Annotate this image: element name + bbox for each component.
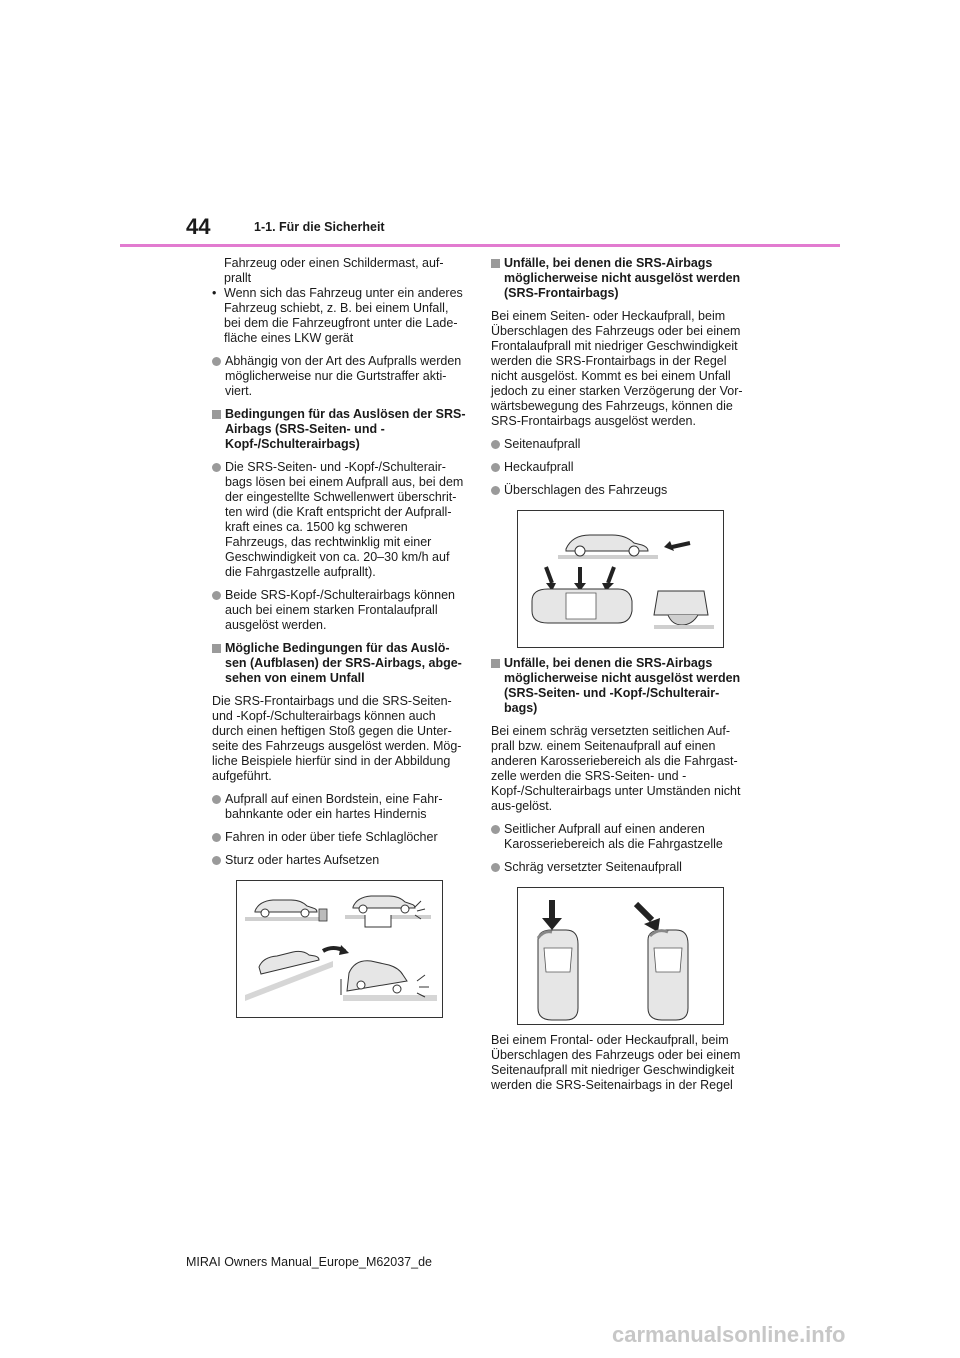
bullet-item: Sturz oder hartes Aufsetzen <box>212 853 467 868</box>
bullet-icon <box>212 357 221 366</box>
page-number: 44 <box>186 214 211 239</box>
square-icon <box>212 644 221 653</box>
front-airbag-nondeploy-illustration <box>517 510 724 648</box>
bullet-item: Aufprall auf einen Bordstein, eine Fahr-bahnkante oder ein hartes Hindernis <box>212 792 467 822</box>
bullet-icon <box>212 795 221 804</box>
bullet-icon <box>491 863 500 872</box>
footer-text: MIRAI Owners Manual_Europe_M62037_de <box>186 1255 432 1269</box>
bullet-item: Seitlicher Aufprall auf einen anderen Karosseriebereich als die Fahrgastzelle <box>491 822 746 852</box>
bullet-icon <box>212 591 221 600</box>
square-icon <box>212 410 221 419</box>
bullet-item: Schräg versetzter Seitenaufprall <box>491 860 746 875</box>
bullet-item: Beide SRS-Kopf-/Schulterairbags können auch bei einem starken Frontalaufprall ausgelöst werden. <box>212 588 467 633</box>
section-heading: Unfälle, bei denen die SRS-Airbags möglicherweise nicht ausgelöst werden (SRS-Frontairbags) <box>491 256 746 301</box>
section-heading: Unfälle, bei denen die SRS-Airbags möglicherweise nicht ausgelöst werden (SRS-Seiten- und -Kopf-/Schulterair-bags) <box>491 656 746 716</box>
square-icon <box>491 259 500 268</box>
dash-item: • Wenn sich das Fahrzeug unter ein anderes Fahrzeug schiebt, z. B. bei einem Unfall, bei dem die Fahrzeugfront unter die Lade-fläche eines LKW gerät <box>212 286 463 345</box>
paragraph: Bei einem schräg versetzten seitlichen Auf-prall bzw. einem Seitenaufprall auf einen anderen Karosseriebereich als die Fahrgast-zelle werden die SRS-Seiten- und -Kopf-/Schulterairbags unter Umständen nicht aus-gelöst. <box>491 724 741 813</box>
bullet-icon <box>212 856 221 865</box>
bullet-item: Überschlagen des Fahrzeugs <box>491 483 746 498</box>
bullet-item: Fahren in oder über tiefe Schlaglöcher <box>212 830 467 845</box>
right-column <box>491 256 746 1101</box>
paragraph: Die SRS-Frontairbags und die SRS-Seiten- und -Kopf-/Schulterairbags können auch durch einen heftigen Stoß gegen die Unter-seite des Fahrzeugs ausgelöst werden. Mög-liche Beispiele hierfür sind in der Abbildung aufgeführt. <box>212 694 462 783</box>
section-heading: Bedingungen für das Auslösen der SRS-Airbags (SRS-Seiten- und -Kopf-/Schulterairbags) <box>212 407 467 452</box>
bullet-item: Die SRS-Seiten- und -Kopf-/Schulterair-bags lösen bei einem Aufprall aus, bei dem der eingestellte Schwellenwert überschrit-ten wird (die Kraft entspricht der Aufprall-kraft eines ca. 1500 kg schweren Fahrzeugs, das rechtwinklig mit einer Geschwindigkeit von ca. 20–30 km/h auf die Fahrgastzelle aufprallt). <box>212 460 467 580</box>
bullet-icon <box>491 825 500 834</box>
underbody-impact-illustration <box>236 880 443 1018</box>
header-rule <box>120 244 840 247</box>
bullet-icon <box>491 486 500 495</box>
watermark: carmanualsonline.info <box>612 1322 846 1347</box>
bullet-icon <box>212 463 221 472</box>
paragraph: Bei einem Frontal- oder Heckaufprall, beim Überschlagen des Fahrzeugs oder bei einem Seitenaufprall mit niedriger Geschwindigkeit werden die SRS-Seitenairbags in der Regel <box>491 1033 741 1092</box>
bullet-icon <box>491 440 500 449</box>
paragraph: Bei einem Seiten- oder Heckaufprall, beim Überschlagen des Fahrzeugs oder bei einem Frontalaufprall mit niedriger Geschwindigkeit werden die SRS-Frontairbags in der Regel nicht ausgelöst. Kommt es bei einem Unfall jedoch zu einer starken Verzögerung der Vor-wärtsbewegung des Fahrzeugs, können die SRS-Frontairbags ausgelöst werden. <box>491 309 743 428</box>
side-airbag-nondeploy-illustration <box>517 887 724 1025</box>
bullet-icon <box>491 463 500 472</box>
left-column <box>212 256 467 1026</box>
bullet-item: Seitenaufprall <box>491 437 746 452</box>
section-title: 1-1. Für die Sicherheit <box>254 220 385 234</box>
square-icon <box>491 659 500 668</box>
bullet-icon <box>212 833 221 842</box>
continued-text: Fahrzeug oder einen Schildermast, auf-prallt <box>224 256 444 285</box>
bullet-item: Heckaufprall <box>491 460 746 475</box>
bullet-item: Abhängig von der Art des Aufpralls werden möglicherweise nur die Gurtstraffer akti-viert. <box>212 354 467 399</box>
section-heading: Mögliche Bedingungen für das Auslö-sen (Aufblasen) der SRS-Airbags, abge-sehen von einem Unfall <box>212 641 467 686</box>
